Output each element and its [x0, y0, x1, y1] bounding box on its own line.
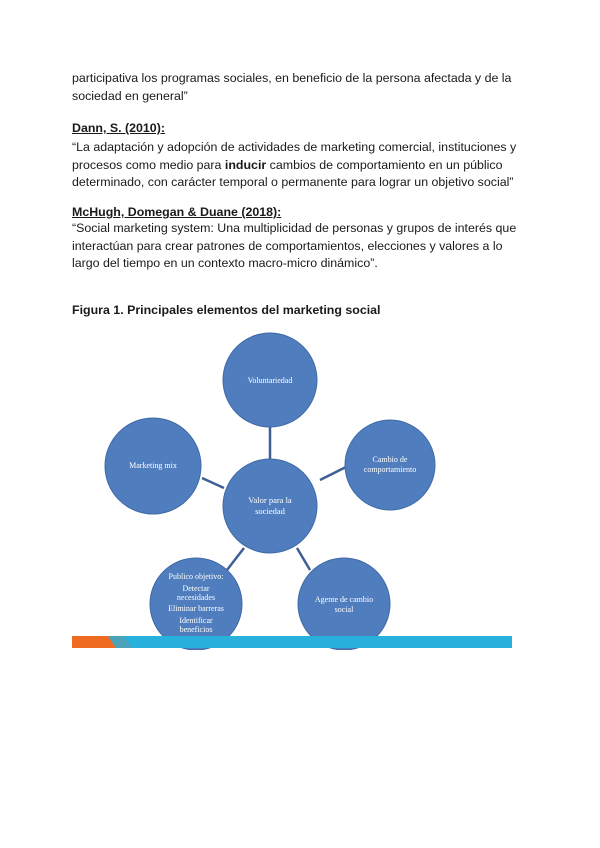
intro-line-2: sociedad en general” [72, 88, 188, 103]
diagram-svg [72, 330, 512, 650]
node-cambio-label-2: comportamiento [363, 465, 417, 474]
dann-quote-end: cambios de comportamiento en un público determinado, con carácter temporal o permanente para lograr un objetivo social” [72, 157, 514, 189]
node-agente-label-1: Agente de cambio [314, 595, 374, 604]
intro-line-1: participativa los programas sociales, en beneficio de la persona afectada y de la [72, 71, 512, 85]
node-valor-label-2: sociedad [255, 506, 285, 516]
node-voluntariedad [223, 333, 317, 427]
node-publico-label-3: necesidades [176, 593, 216, 602]
figure-title: Figura 1. Principales elementos del marketing social [72, 303, 381, 317]
node-agente-label-2: social [334, 605, 354, 614]
dann-quote [72, 139, 532, 192]
node-publico-label-5: Identificar [179, 616, 213, 625]
connector-bottom-left [227, 548, 244, 570]
node-voluntariedad-label: Voluntariedad [247, 376, 293, 385]
marketing-social-diagram [72, 330, 512, 650]
node-marketing-mix-label: Marketing mix [129, 461, 177, 470]
node-publico-label-1: Publico objetivo: [168, 572, 224, 581]
node-marketing-mix [105, 418, 201, 514]
dann-heading: Dann, S. (2010): [72, 121, 165, 135]
node-publico-label-4: Eliminar barreras [168, 604, 224, 613]
node-valor-sociedad [223, 459, 317, 553]
decorative-bar [72, 636, 512, 648]
node-publico-label-6: beneficios [179, 625, 213, 634]
mchugh-heading: McHugh, Domegan & Duane (2018): [72, 205, 282, 219]
node-publico-label-2: Detectar [182, 584, 210, 593]
intro-paragraph [72, 70, 532, 105]
connector-left [202, 478, 224, 488]
node-valor-label-1: Valor para la [248, 495, 292, 505]
dann-quote-start: “La adaptación y adopción de actividades de marketing comercial, instituciones y procesos como medio para [72, 140, 517, 172]
decorative-bar-blue [72, 636, 512, 648]
mchugh-quote: “Social marketing system: Una multiplicidad de personas y grupos de interés que interactúan para crear patrones de comportamientos, elecciones y valores a lo largo del tiempo en un contexto macro-micro dinámico”. [72, 221, 517, 270]
connector-bottom-right [297, 548, 310, 570]
dann-quote-bold: inducir [224, 157, 267, 172]
node-cambio-comportamiento [345, 420, 435, 510]
node-cambio-label-1: Cambio de [372, 455, 408, 464]
